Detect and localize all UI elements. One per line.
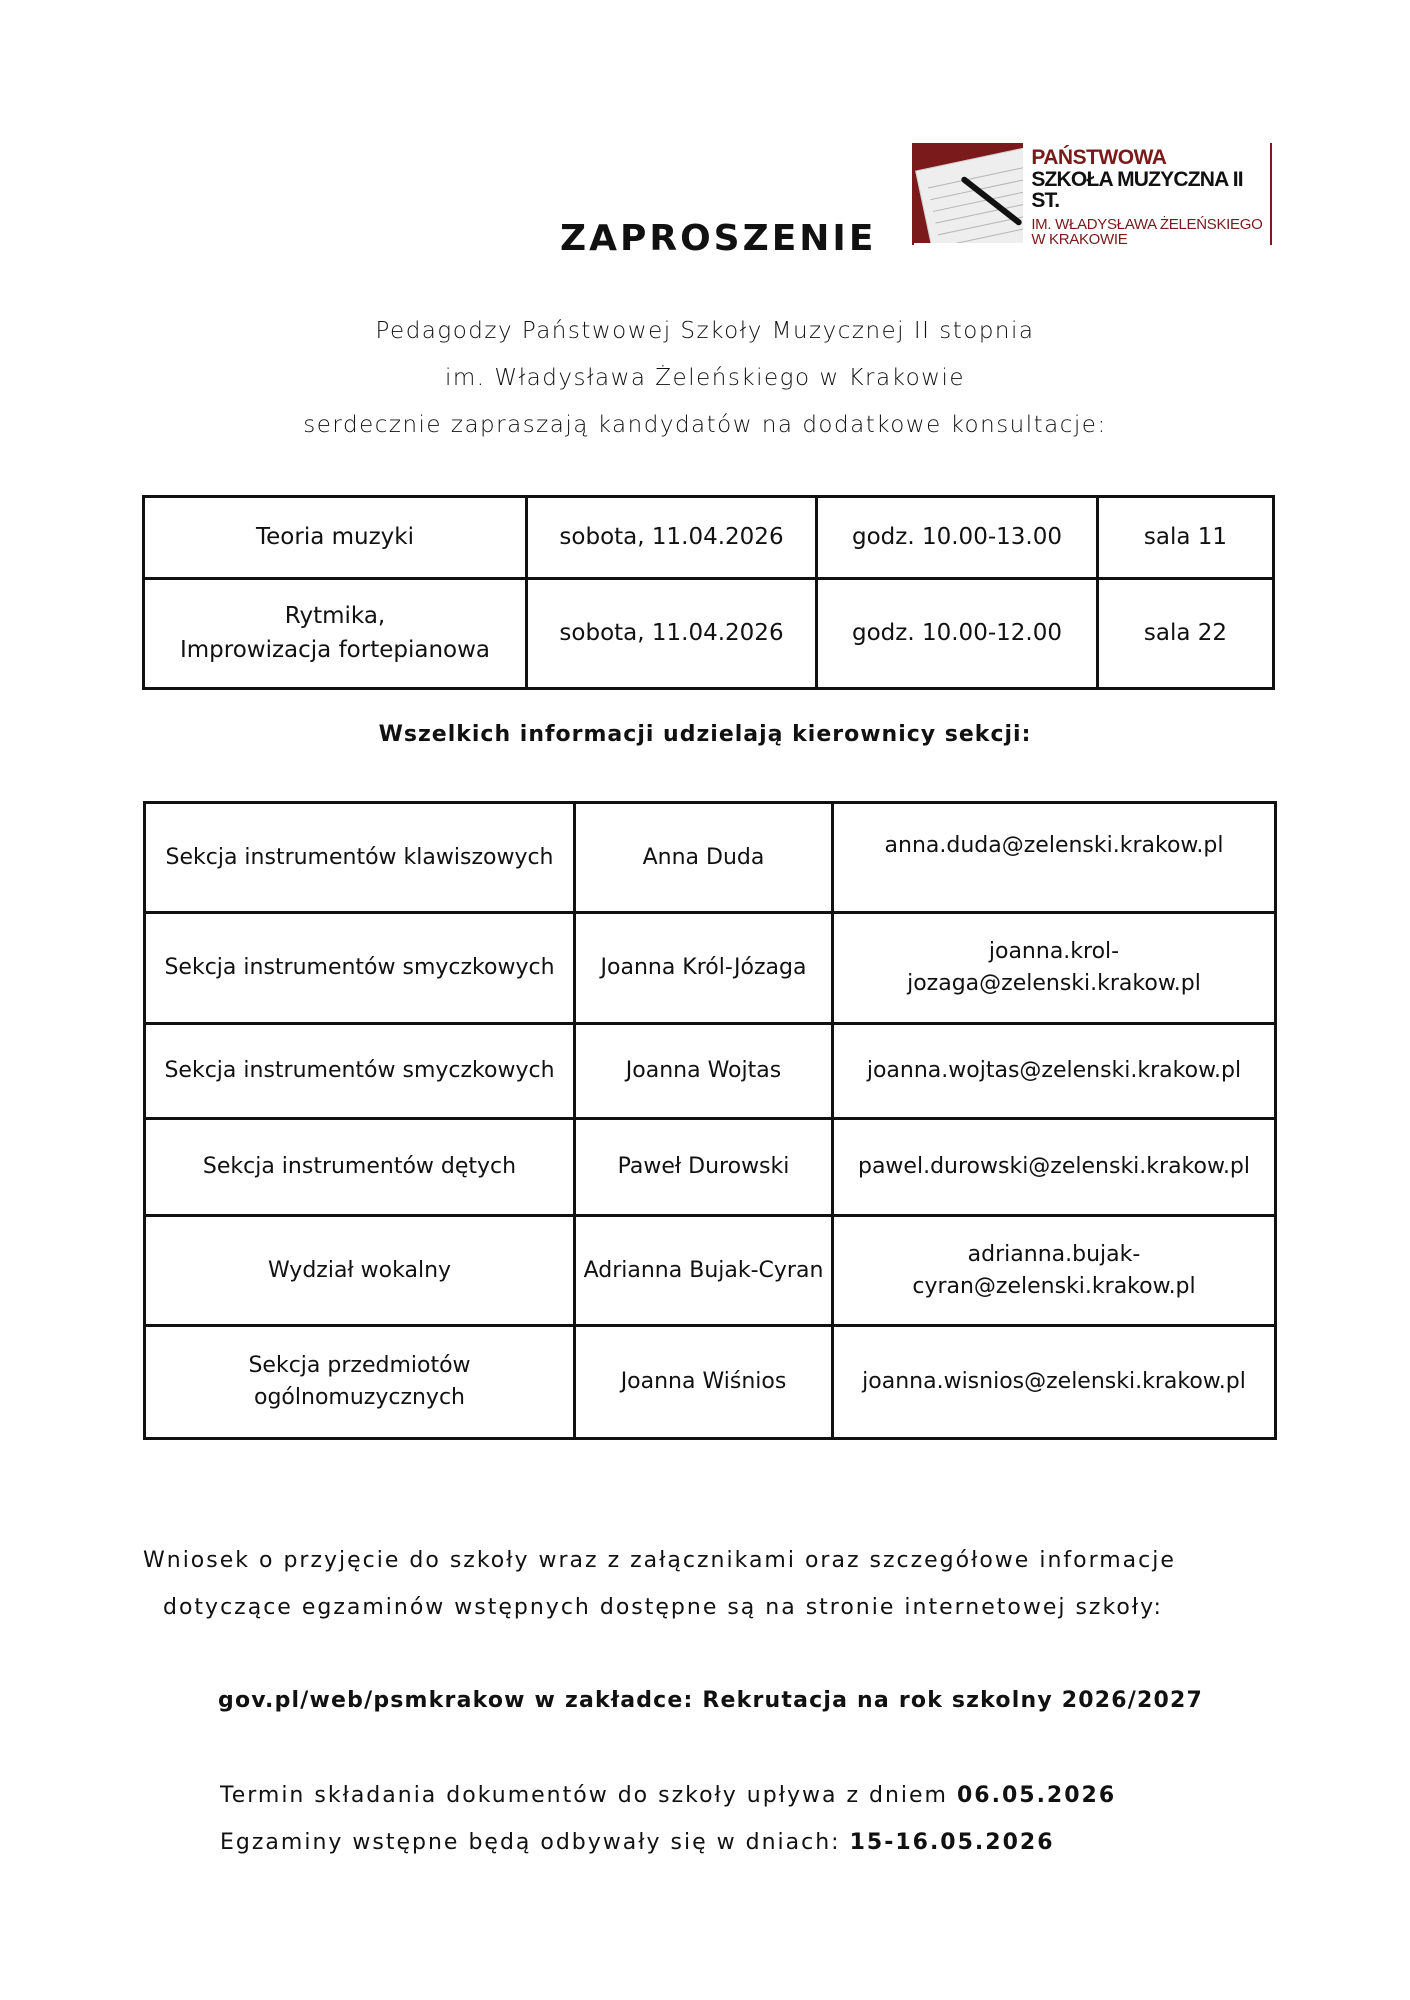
logo-divider — [1270, 143, 1272, 245]
subject-cell: Rytmika, Improwizacja fortepianowa — [144, 579, 527, 689]
info-line-1: Wniosek o przyjęcie do szkoły wraz z załącznikami oraz szczegółowe informacje — [143, 1548, 1176, 1573]
intro-line-3: serdecznie zapraszają kandydatów na dodatkowe konsultacje: — [303, 412, 1107, 438]
deadline-date: 06.05.2026 — [956, 1783, 1117, 1808]
link-suffix: w zakładce: Rekrutacja na rok szkolny 2026/2027 — [525, 1688, 1204, 1713]
section-cell: Sekcja przedmiotów ogólnomuzycznych — [145, 1326, 575, 1439]
section-cell: Wydział wokalny — [145, 1216, 575, 1326]
time-cell: godz. 10.00-13.00 — [817, 497, 1098, 579]
email-link[interactable]: joanna.wisnios@zelenski.krakow.pl — [862, 1369, 1246, 1395]
table-row — [145, 1119, 1276, 1216]
consultation-schedule-table — [142, 495, 1275, 690]
logo-line-2: SZKOŁA MUZYCZNA II ST. — [1031, 168, 1243, 212]
name-cell: Paweł Durowski — [575, 1119, 833, 1216]
logo-line-4: W KRAKOWIE — [1031, 231, 1128, 248]
email-cell[interactable] — [833, 1024, 1276, 1119]
email-link[interactable]: anna.duda@zelenski.krakow.pl — [884, 833, 1224, 858]
name-cell: Joanna Król-Józaga — [575, 913, 833, 1024]
date-cell: sobota, 11.04.2026 — [527, 497, 817, 579]
section-cell: Sekcja instrumentów smyczkowych — [145, 913, 575, 1024]
intro-line-2: im. Władysława Żeleńskiego w Krakowie — [444, 365, 966, 391]
name-cell: Joanna Wiśnios — [575, 1326, 833, 1439]
email-link[interactable]: joanna.krol- — [988, 939, 1120, 965]
section-cell: Sekcja instrumentów klawiszowych — [145, 803, 575, 913]
page-title: ZAPROSZENIE — [560, 218, 877, 259]
exam-date: 15-16.05.2026 — [849, 1830, 1055, 1855]
name-cell: Adrianna Bujak-Cyran — [575, 1216, 833, 1326]
school-logo — [912, 143, 1272, 248]
table-row — [145, 803, 1276, 913]
email-link-cont[interactable]: jozaga@zelenski.krakow.pl — [907, 971, 1201, 996]
room-cell: sala 11 — [1098, 497, 1274, 579]
logo-text — [1023, 143, 1270, 248]
table-row — [145, 1216, 1276, 1326]
email-cell[interactable] — [833, 803, 1276, 913]
table-row — [144, 497, 1274, 579]
sheet-music-pen-image — [914, 143, 1023, 243]
table-row — [145, 1326, 1276, 1439]
intro-line-1: Pedagodzy Państwowej Szkoły Muzycznej II stopnia — [375, 318, 1035, 344]
time-cell: godz. 10.00-12.00 — [817, 579, 1098, 689]
room-cell: sala 22 — [1098, 579, 1274, 689]
table-row — [145, 1024, 1276, 1119]
email-cell[interactable] — [833, 1326, 1276, 1439]
subject-cell: Teoria muzyki — [144, 497, 527, 579]
exam-label: Egzaminy wstępne będą odbywały się w dniach: — [220, 1830, 850, 1855]
contacts-heading: Wszelkich informacji udzielają kierownicy sekcji: — [378, 722, 1032, 747]
email-link[interactable]: adrianna.bujak- — [967, 1241, 1141, 1267]
document-deadline — [220, 1783, 1116, 1808]
recruitment-link-line — [218, 1688, 1203, 1713]
date-cell: sobota, 11.04.2026 — [527, 579, 817, 689]
logo-line-3: IM. WŁADYSŁAWA ŻELEŃSKIEGO — [1031, 216, 1263, 233]
table-row — [145, 913, 1276, 1024]
sheet-music-icon — [915, 145, 1023, 243]
email-cell[interactable] — [833, 1119, 1276, 1216]
section-cell: Sekcja instrumentów smyczkowych — [145, 1024, 575, 1119]
deadline-label: Termin składania dokumentów do szkoły upływa z dniem — [220, 1783, 957, 1808]
info-line-2: dotyczące egzaminów wstępnych dostępne są na stronie internetowej szkoły: — [163, 1595, 1163, 1620]
name-cell: Anna Duda — [575, 803, 833, 913]
name-cell: Joanna Wojtas — [575, 1024, 833, 1119]
section-cell: Sekcja instrumentów dętych — [145, 1119, 575, 1216]
email-link-cont[interactable]: cyran@zelenski.krakow.pl — [912, 1273, 1196, 1299]
email-cell[interactable] — [833, 913, 1276, 1024]
email-link[interactable]: joanna.wojtas@zelenski.krakow.pl — [866, 1058, 1242, 1084]
table-row — [144, 579, 1274, 689]
website-link[interactable]: gov.pl/web/psmkrakow — [218, 1688, 526, 1713]
email-cell[interactable] — [833, 1216, 1276, 1326]
logo-line-1: PAŃSTWOWA — [1031, 146, 1167, 169]
exam-dates — [220, 1830, 1055, 1855]
section-heads-table — [143, 801, 1277, 1440]
email-link[interactable]: pawel.durowski@zelenski.krakow.pl — [857, 1154, 1251, 1180]
